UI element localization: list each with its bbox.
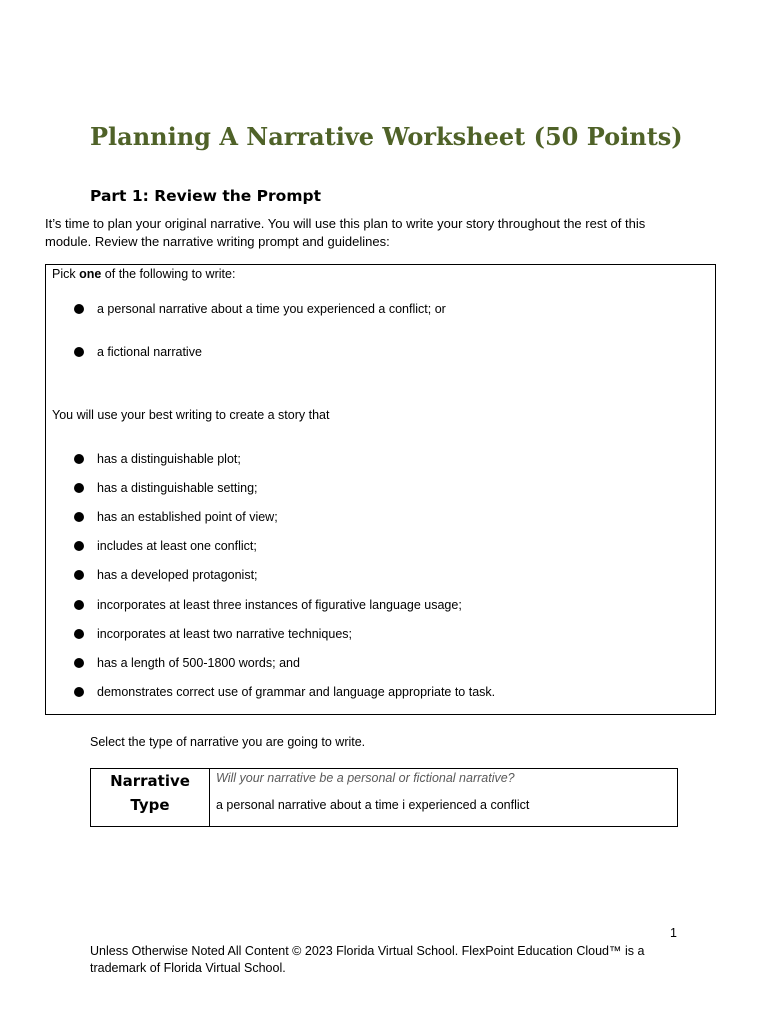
bullet-icon — [74, 541, 84, 551]
prompt-box — [45, 264, 716, 715]
footer-copyright: Unless Otherwise Noted All Content © 2023 Florida Virtual School. FlexPoint Education Cloud™ is a trademark of Florida Virtual School. — [90, 944, 645, 975]
page-number: 1 — [670, 926, 677, 940]
option-text: a fictional narrative — [97, 345, 202, 359]
narrative-type-answer-cell[interactable] — [210, 769, 678, 827]
criteria-text: has a distinguishable plot; — [97, 452, 241, 466]
intro-paragraph: It’s time to plan your original narrative. You will use this plan to write your story throughout the rest of this module. Review the narrative writing prompt and guidelines: — [45, 216, 646, 249]
option-text: a personal narrative about a time you experienced a conflict; or — [97, 302, 446, 316]
select-instruction: Select the type of narrative you are going to write. — [90, 735, 366, 749]
pick-bold: one — [79, 267, 102, 281]
option-item — [74, 301, 446, 317]
criteria-text: demonstrates correct use of grammar and language appropriate to task. — [97, 685, 496, 699]
criteria-item — [74, 480, 258, 496]
criteria-text: has a developed protagonist; — [97, 568, 258, 582]
bullet-icon — [74, 304, 84, 314]
criteria-text: incorporates at least three instances of figurative language usage; — [97, 598, 462, 612]
bullet-icon — [74, 570, 84, 580]
criteria-item — [74, 509, 278, 525]
bullet-icon — [74, 454, 84, 464]
criteria-item — [74, 626, 352, 642]
pick-prefix: Pick — [52, 267, 80, 281]
pick-suffix: of the following to write: — [101, 267, 236, 281]
bullet-icon — [74, 629, 84, 639]
bullet-icon — [74, 512, 84, 522]
criteria-item — [74, 655, 300, 671]
criteria-item — [74, 684, 495, 700]
narrative-type-answer[interactable]: a personal narrative about a time i experienced a conflict — [216, 798, 530, 812]
narrative-type-question: Will your narrative be a personal or fictional narrative? — [216, 771, 515, 785]
criteria-text: includes at least one conflict; — [97, 539, 257, 553]
bullet-icon — [74, 483, 84, 493]
criteria-item — [74, 538, 257, 554]
narrative-type-table — [90, 768, 678, 827]
criteria-text: incorporates at least two narrative techniques; — [97, 627, 352, 641]
bullet-icon — [74, 687, 84, 697]
criteria-text: has an established point of view; — [97, 510, 278, 524]
pick-instruction — [52, 265, 235, 283]
page-title: Planning A Narrative Worksheet (50 Points) — [90, 122, 683, 151]
use-line: You will use your best writing to create a story that — [52, 408, 330, 422]
criteria-text: has a distinguishable setting; — [97, 481, 258, 495]
option-item — [74, 344, 202, 360]
narrative-type-label: Narrative Type — [91, 769, 210, 827]
part1-heading: Part 1: Review the Prompt — [90, 187, 321, 205]
criteria-item — [74, 597, 462, 613]
bullet-icon — [74, 658, 84, 668]
criteria-item — [74, 567, 258, 583]
criteria-item — [74, 451, 241, 467]
bullet-icon — [74, 347, 84, 357]
criteria-text: has a length of 500-1800 words; and — [97, 656, 300, 670]
bullet-icon — [74, 600, 84, 610]
